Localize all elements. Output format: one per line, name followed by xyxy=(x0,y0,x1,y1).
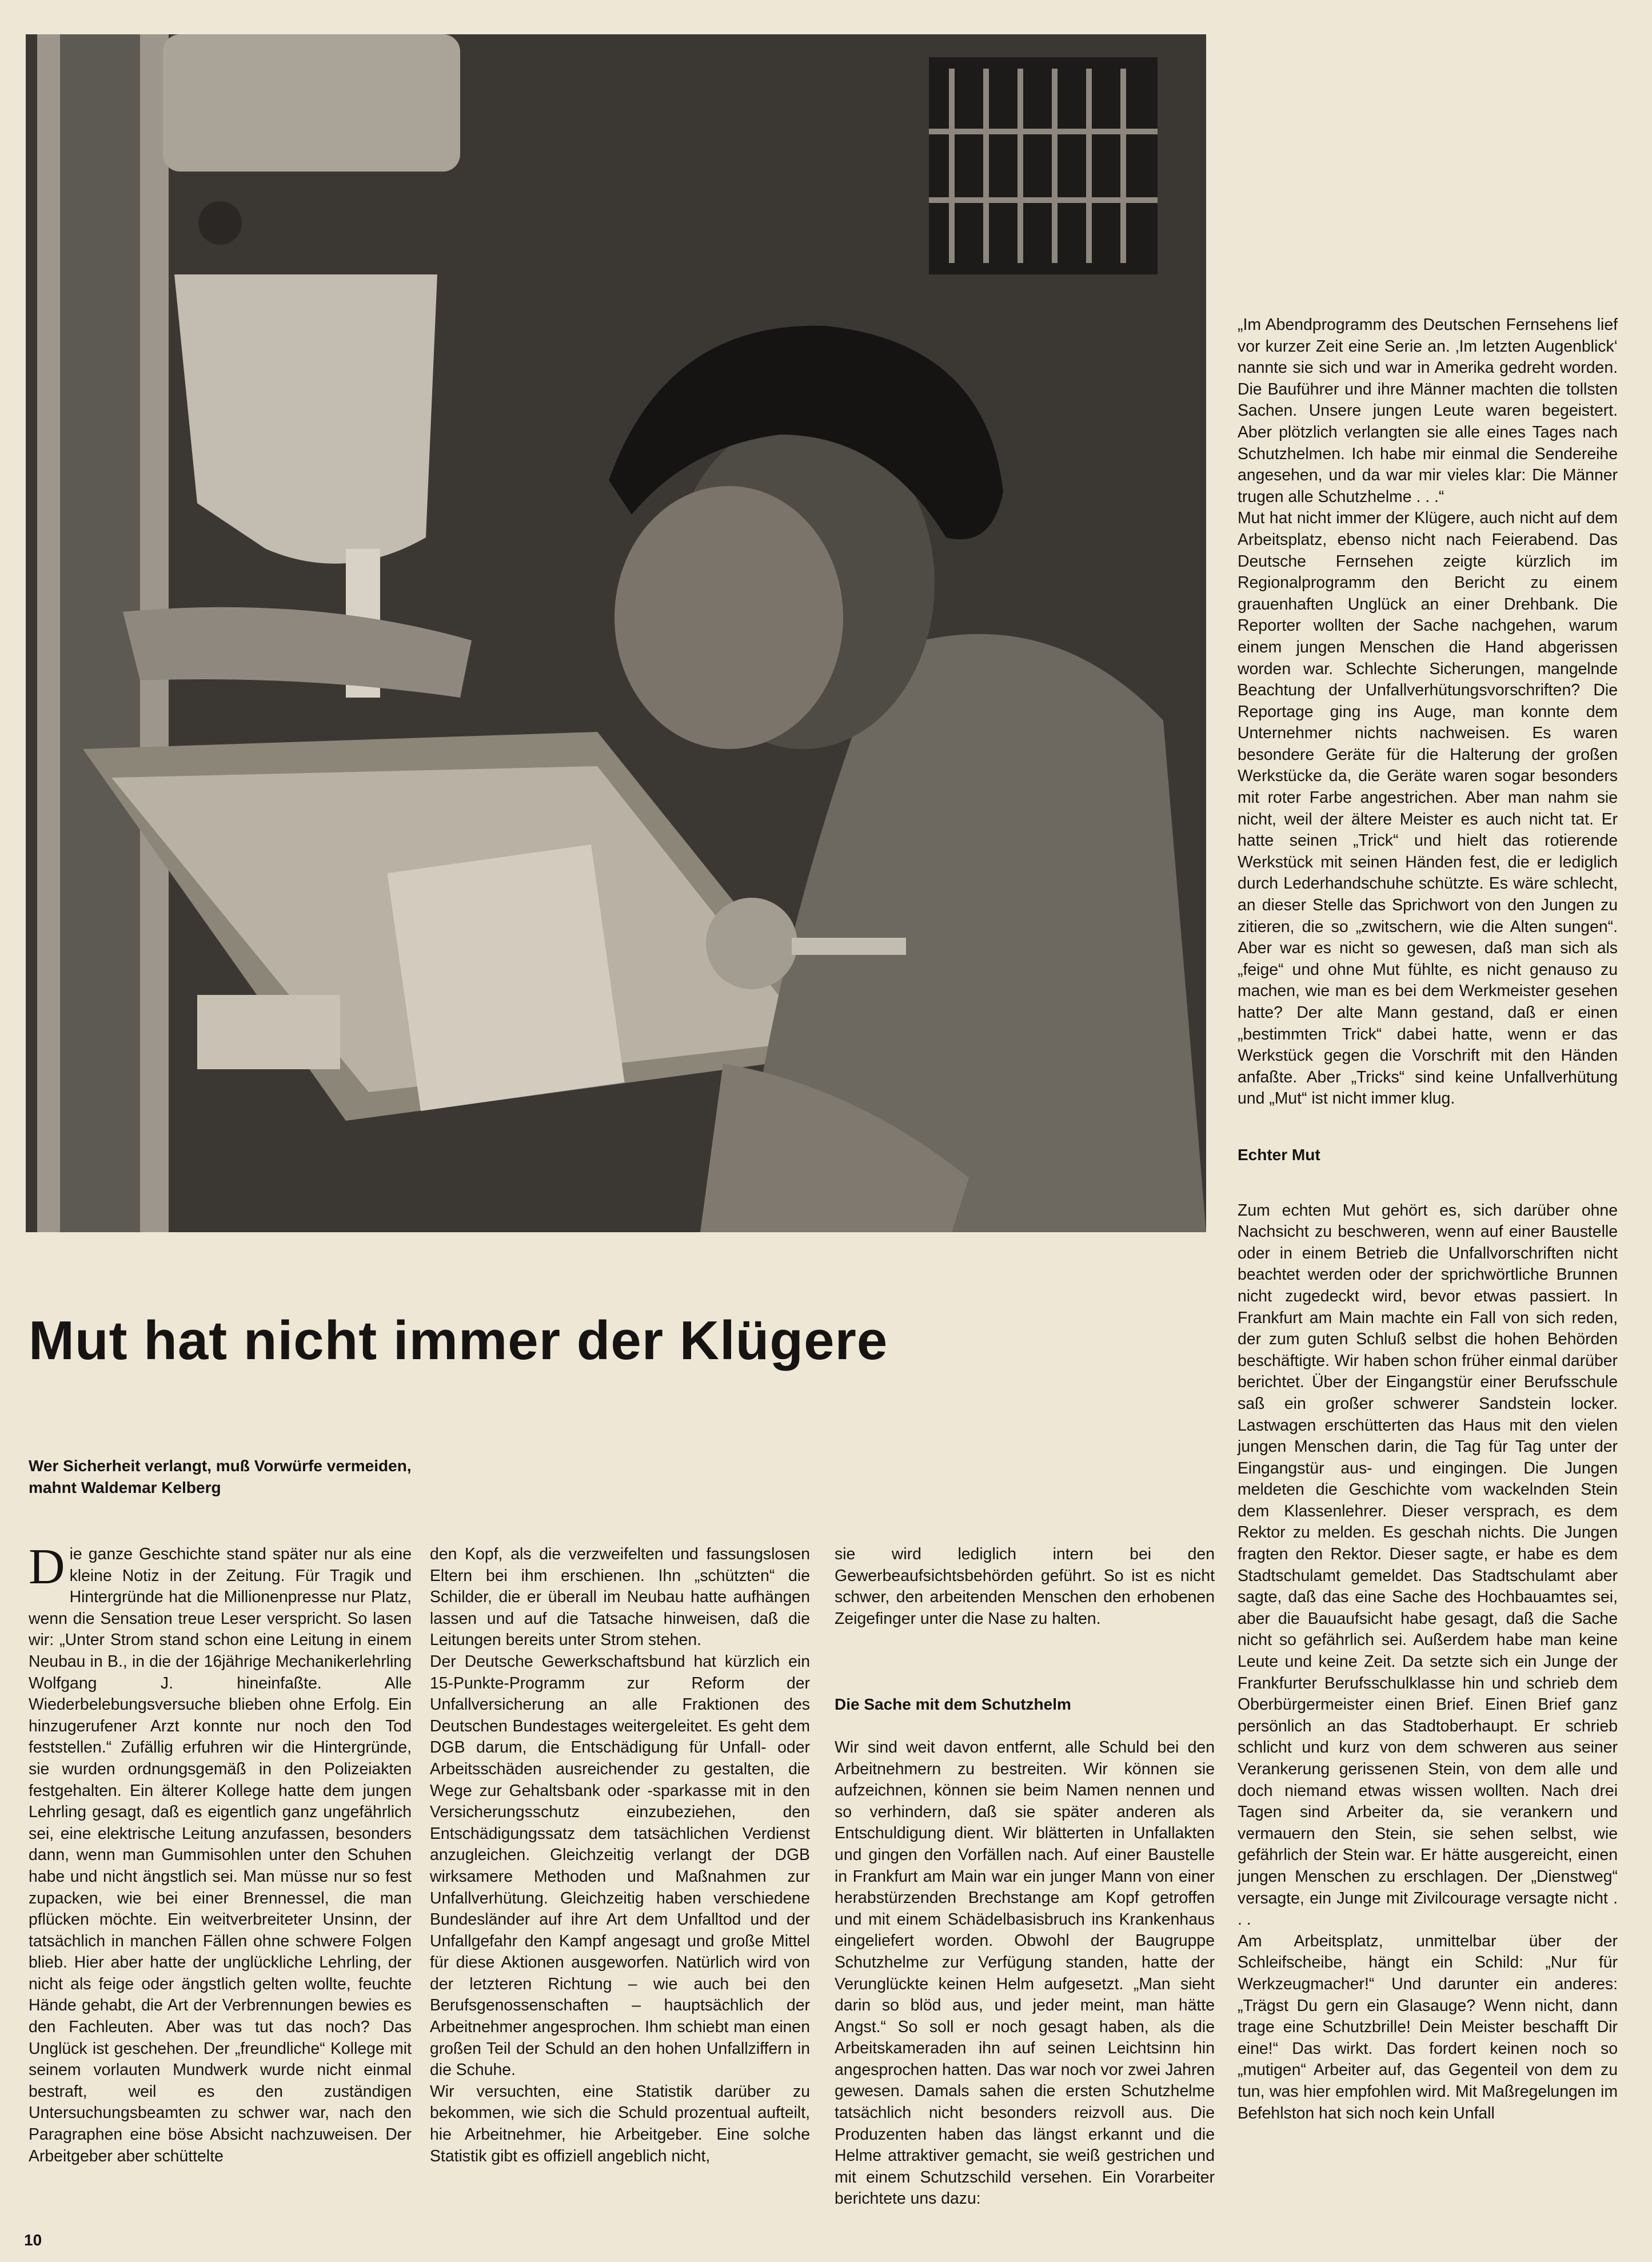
spacer xyxy=(1238,1110,1618,1144)
paragraph: Der Deutsche Gewerkschaftsbund hat kürzlich ein 15-Punkte-Programm zur Reform der Unfallversicherung an alle Fraktionen des Deutschen Bundestages weitergeleitet. Es geht dem DGB darum, die Entschädigung für Unfall- oder Arbeitsschäden ausreichender zu gestalten, die Wege zur Gehaltsbank oder -sparkasse mit in den Versicherungsschutz einzubeziehen, den Entschädigungssatz dem tatsächlichen Verdienst anzugleichen. Gleichzeitig verlangt der DGB wirksamere Methoden und Maßnahmen zur Unfallverhütung. Gleichzeitig haben verschiedene Bundesländer auf ihre Art dem Unfalltod und der Unfallgefahr den Kampf angesagt und große Mittel für diese Aktionen ausgeworfen. Natürlich wird von der letzteren Richtung – wie auch bei den Berufsgenossenschaften – hauptsächlich der Arbeitnehmer angesprochen. Ihm schiebt man einen großen Teil der Schuld an den hohen Unfallziffern in die Schuhe. xyxy=(430,1652,810,2080)
article-photo xyxy=(26,34,1206,1232)
article-title: Mut hat nicht immer der Klügere xyxy=(29,1310,888,1371)
column-4 xyxy=(1238,314,1618,2124)
column-1 xyxy=(29,1539,412,2167)
paragraph: den Kopf, als die verzweifelten und fassungslosen Eltern bei ihm erschienen. Ihn „schützten“ die Schilder, die er überall im Neubau hatte aufhängen lassen und auf die Tatsache hinweisen, daß die Leitungen bereits unter Strom stehen. xyxy=(430,1545,810,1650)
paragraph: Mut hat nicht immer der Klügere, auch nicht auf dem Arbeitsplatz, ebenso nicht nach Feierabend. Das Deutsche Fernsehen zeigte kürzlich im Regionalprogramm den Bericht zu einem grauenhaften Unglück an einer Drehbank. Die Reporter wollten der Sache nachgehen, warum einem jungen Menschen die Hand abgerissen worden war. Schlechte Sicherungen, mangelnde Beachtung der Unfallverhütungsvorschriften? Die Reportage ging ins Auge, man konnte dem Unternehmer nichts nachweisen. Es waren besondere Geräte für die Halterung der großen Werkstücke da, die Geräte waren sogar besonders mit roter Farbe angestrichen. Aber man nahm sie nicht, weil der ältere Meister es auch nicht tat. Er hatte seinen „Trick“ und hielt das rotierende Werkstück mit seinen Händen fest, die er lediglich durch Lederhandschuhe schützte. Es wäre schlecht, an dieser Stelle das Sprichwort von den Jungen zu zitieren, die so „zwitschern, wie die Alten sungen“. Aber war es nicht so gewesen, daß man sich als „feige“ und ohne Mut fühlte, es nicht genauso zu machen, wie man es bei dem Werkmeister gesehen hatte? Der alte Mann gestand, daß er einen „bestimmten Trick“ dabei hatte, wenn er das Werkstück gegen die Vorschrift mit den Händen anfaßte. Aber „Tricks“ sind keine Unfallverhütung und „Mut“ ist nicht immer klug. xyxy=(1238,509,1618,1108)
spacer xyxy=(835,1630,1215,1694)
paragraph: „Im Abendprogramm des Deutschen Fernsehens lief vor kurzer Zeit eine Serie an. ‚Im letzten Augenblick‘ nannte sie sich und war in Amerika gedreht worden. Die Bauführer und ihre Männer machten die tollsten Sachen. Unsere jungen Leute waren begeistert. Aber plötzlich verlangten sie alle eines Tages nach Schutzhelmen. Ich habe mir einmal die Sendereihe angesehen, und da war mir vieles klar: Die Männer trugen alle Schutzhelme . . .“ xyxy=(1238,316,1618,506)
paragraph: Zum echten Mut gehört es, sich darüber ohne Nachsicht zu beschweren, wenn auf einer Baustelle oder in einem Betrieb die Unfallvorschriften nicht beachtet werden oder der sprichwörtliche Brunnen nicht zugedeckt wird, bevor etwas passiert. In Frankfurt am Main machte ein Fall von sich reden, der zum guten Schluß selbst die hohen Behörden beschäftigte. Wir haben schon früher einmal darüber berichtet. Über der Eingangstür einer Berufsschule saß ein großer schwerer Sandstein locker. Lastwagen erschütterten das Haus mit den vielen jungen Menschen darin, die Tag für Tag unter der Eingangstür aus- und eingingen. Die Jungen meldeten die Geschichte vom wackelnden Stein dem Klassenlehrer. Dieser versprach, es dem Rektor zu melden. Es geschah nichts. Die Jungen fragten den Rektor. Dieser sagte, er habe es dem Stadtschulamt gemeldet. Das Stadtschulamt aber sagte, daß das eine Sache des Hochbauamtes sei, aber die Bauaufsicht habe gesagt, daß die Sache nicht so gefährlich sei. Außerdem habe man keine Leute und keine Zeit. Da setzte sich ein Junge der Frankfurter Berufsschulklasse hin und schrieb dem Oberbürgermeister einen Brief. Einen Brief ganz persönlich an das Stadtoberhaupt. Er schrieb schlicht und kurz von dem schweren aus seiner Verankerung gerissenen Stein, von dem alle und doch niemand etwas wissen wollten. Nach drei Tagen sind Arbeiter da, sie verankern und vermauern den Stein, sie sehen selbst, wie gefährlich der Stein war. Er hätte ausgereicht, einen jungen Menschen zu erschlagen. Der „Dienstweg“ versagte, ein Junge mit Zivilcourage versagte nicht . . . xyxy=(1238,1201,1618,1929)
subheading: Echter Mut xyxy=(1238,1145,1320,1164)
column-3 xyxy=(835,1544,1215,2210)
paragraph xyxy=(29,1539,412,2167)
paragraph: Wir versuchten, eine Statistik darüber zu bekommen, wie sich die Schuld prozentual aufteilt, hie Arbeitnehmer, hie Arbeitgeber. Eine solche Statistik gibt es offiziell angeblich nicht, xyxy=(430,2082,810,2165)
page-number: 10 xyxy=(24,2231,42,2249)
column-2 xyxy=(430,1544,810,2167)
drop-cap: D xyxy=(29,1539,65,1595)
paragraph: Am Arbeitsplatz, unmittelbar über der Schleifscheibe, hängt ein Schild: „Nur für Werkzeugmacher!“ Und darunter ein anderes: „Trägst Du gern ein Glasauge? Wenn nicht, dann trage eine Schutzbrille! Dein Meister beschafft Dir eine!“ Das wirkt. Das fordert keinen noch so „mutigen“ Arbeiter auf, das Gegenteil von dem zu tun, was hier empfohlen wird. Mit Maßregelungen im Befehlston hat sich noch kein Unfall xyxy=(1238,1932,1618,2122)
paragraph: Wir sind weit davon entfernt, alle Schuld bei den Arbeitnehmern zu bestreiten. Wir können sie aufzeichnen, können sie beim Namen nennen und so verhindern, daß sie später anderen als Entschuldigung dient. Wir blätterten in Unfallakten und gingen den Vorfällen nach. Auf einer Baustelle in Frankfurt am Main war ein junger Mann von einer herabstürzenden Brechstange am Kopf getroffen und mit einem Schädelbasisbruch ins Krankenhaus eingeliefert worden. Obwohl der Baugruppe Schutzhelme zur Verfügung standen, hatte der Verunglückte keinen Helm aufgesetzt. „Man sieht darin so blöd aus, und jeder meint, man hätte Angst.“ So soll er noch gesagt haben, als die Arbeitskameraden ihn auf seinen Leichtsinn hin angesprochen hatten. Das war noch vor zwei Jahren gewesen. Damals sahen die ersten Schutzhelme tatsächlich nicht besonders reizvoll aus. Die Produzenten haben das längst erkannt und die Helme attraktiver gemacht, sie weiß gestrichen und mit einem Schutzschild versehen. Ein Vorarbeiter berichtete uns dazu: xyxy=(835,1738,1215,2208)
spacer xyxy=(1238,1166,1618,1200)
paragraph: sie wird lediglich intern bei den Gewerbeaufsichtsbehörden geführt. So ist es nicht schwer, den arbeitenden Menschen den erhobenen Zeigefinger unter die Nase zu halten. xyxy=(835,1545,1215,1628)
paragraph-text: ie ganze Geschichte stand später nur als eine kleine Notiz in der Zeitung. Für Tragik und Hintergründe hat die Millionenpresse nur Platz, wenn die Sensation treue Leser verspricht. So lasen wir: „Unter Strom stand schon eine Leitung in einem Neubau in B., in die der 16jährige Mechanikerlehrling Wolfgang J. hineinfaßte. Alle Wiederbelebungsversuche blieben ohne Erfolg. Ein hinzugerufener Arzt konnte nur noch den Tod feststellen.“ Zufällig erfuhren wir die Hintergründe, sie wurden ordnungsgemäß in den Polizeiakten festgehalten. Ein älterer Kollege hatte dem jungen Lehrling gesagt, daß es eigentlich ganz ungefährlich sei, eine elektrische Leitung anzufassen, besonders dann, wenn man Gummisohlen unter den Schuhen habe und nicht ängstlich sei. Man müsse nur so fest zupacken, wie bei einer Brennessel, die man pflücken möchte. Ein weitverbreiteter Unsinn, der tatsächlich in manchen Fällen ohne schwere Folgen blieb. Hier aber hatte der unglückliche Lehrling, der nicht als feige oder ängstlich gelten wollte, feuchte Hände gehabt, die Art der Verbrennungen bewies es den Fachleuten. Aber was tut das noch? Das Unglück ist geschehen. Der „freundliche“ Kollege mit seinem vorlauten Mundwerk wurde nicht einmal bestraft, weil es den zuständigen Untersuchungsbeamten zu schwer war, nach den Paragraphen eine böse Absicht nachzuweisen. Der Arbeitgeber aber schüttelte xyxy=(29,1545,412,2165)
lead-text: Wer Sicherheit verlangt, muß Vorwürfe vermeiden, mahnt Waldemar Kelberg xyxy=(29,1457,412,1496)
spacer xyxy=(835,1715,1215,1737)
photo-illustration xyxy=(26,34,1206,1232)
subheading: Die Sache mit dem Schutzhelm xyxy=(835,1695,1071,1714)
